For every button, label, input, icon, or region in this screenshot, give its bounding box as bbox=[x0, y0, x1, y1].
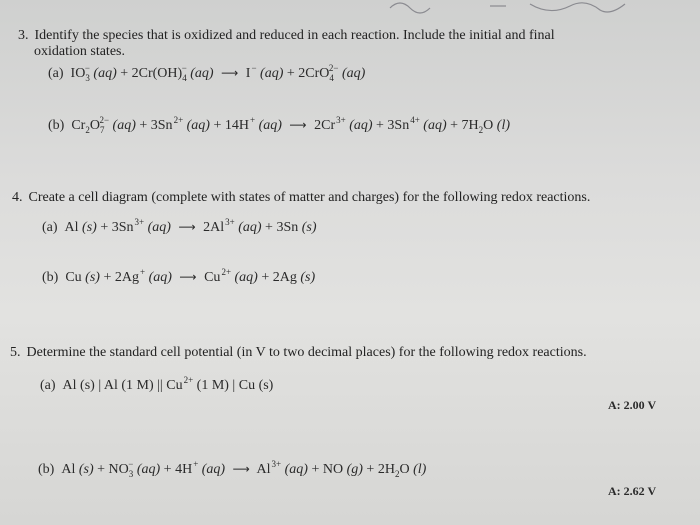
species: 3Sn bbox=[276, 220, 299, 235]
state: (aq) bbox=[258, 118, 282, 133]
charge: 2+ bbox=[183, 375, 194, 385]
charge: 4+ bbox=[410, 115, 420, 125]
state: (s) bbox=[301, 220, 317, 235]
species: I bbox=[245, 66, 251, 81]
state: (s) bbox=[85, 270, 100, 285]
reaction-arrow: ⟶ bbox=[289, 118, 307, 132]
state: (s) bbox=[78, 462, 94, 477]
species: O bbox=[89, 118, 100, 133]
subscript: 3 bbox=[85, 73, 90, 83]
state: (aq) bbox=[201, 462, 226, 477]
subscript: 2 bbox=[394, 469, 400, 479]
charge: 2+ bbox=[173, 115, 184, 125]
question-4-prompt bbox=[12, 190, 590, 206]
species: Cu bbox=[65, 270, 82, 285]
charge: − bbox=[84, 63, 90, 73]
species: 2Ag bbox=[272, 270, 297, 285]
plus-sign: + bbox=[265, 220, 273, 235]
answer-5b: A: 2.62 V bbox=[608, 484, 657, 498]
species: O bbox=[483, 118, 494, 133]
charge: − bbox=[128, 459, 134, 469]
species: Al bbox=[64, 220, 79, 235]
species: Al bbox=[256, 462, 271, 477]
handwriting-scribble bbox=[380, 0, 640, 18]
species: O bbox=[399, 462, 410, 477]
state: (s) bbox=[82, 220, 97, 235]
state: (g) bbox=[346, 462, 363, 477]
state: (l) bbox=[496, 118, 510, 133]
plus-sign: + bbox=[261, 270, 270, 285]
part-label: (b) bbox=[38, 462, 55, 477]
state: (aq) bbox=[349, 118, 373, 133]
species: 3Sn bbox=[387, 118, 410, 133]
state: (aq) bbox=[112, 118, 136, 133]
subscript: 3 bbox=[128, 469, 134, 479]
charge: 3+ bbox=[134, 217, 145, 227]
reaction-4a bbox=[42, 217, 317, 236]
subscript: 4 bbox=[329, 73, 334, 83]
subscript: 2 bbox=[478, 125, 484, 135]
charge: + bbox=[193, 459, 199, 469]
state: (s) bbox=[300, 270, 316, 285]
plus-sign: + bbox=[103, 270, 112, 285]
species: 7H bbox=[461, 118, 479, 133]
species: Cr bbox=[71, 118, 86, 133]
reaction-arrow: ⟶ bbox=[221, 66, 239, 80]
question-text: Create a cell diagram (complete with states of matter and charges) for the following redox reactions. bbox=[28, 190, 591, 205]
species: IO bbox=[70, 66, 86, 81]
subscript: 4 bbox=[182, 73, 187, 83]
plus-sign: + bbox=[139, 118, 148, 133]
charge: 2+ bbox=[221, 267, 232, 277]
plus-sign: + bbox=[163, 462, 172, 477]
species: NO bbox=[322, 462, 344, 477]
charge: − bbox=[181, 63, 187, 73]
question-number: 4. bbox=[12, 190, 23, 205]
charge: + bbox=[250, 115, 256, 125]
part-label: (a) bbox=[40, 378, 56, 393]
reaction-5b bbox=[38, 459, 427, 479]
plus-sign: + bbox=[286, 66, 295, 81]
cell-diagram-5a bbox=[40, 375, 274, 394]
answer-5a: A: 2.00 V bbox=[608, 398, 657, 412]
part-label: (b) bbox=[42, 270, 59, 285]
question-number: 5. bbox=[10, 345, 21, 360]
species: NO bbox=[108, 462, 129, 477]
species: 4H bbox=[175, 462, 193, 477]
state: (l) bbox=[413, 462, 427, 477]
species: 3Sn bbox=[111, 220, 134, 235]
species: 3Sn bbox=[150, 118, 173, 133]
state: (aq) bbox=[260, 66, 284, 81]
part-label: (b) bbox=[48, 118, 65, 133]
plus-sign: + bbox=[97, 462, 106, 477]
species: 2Ag bbox=[114, 270, 139, 285]
reaction-arrow: ⟶ bbox=[178, 220, 196, 234]
question-5-prompt bbox=[10, 345, 587, 361]
plus-sign: + bbox=[450, 118, 459, 133]
charge: 3+ bbox=[336, 115, 346, 125]
reaction-arrow: ⟶ bbox=[179, 270, 197, 284]
plus-sign: + bbox=[311, 462, 320, 477]
species: 2H bbox=[377, 462, 395, 477]
charge: − bbox=[251, 63, 257, 73]
reaction-3b bbox=[48, 115, 510, 135]
part-label: (a) bbox=[48, 66, 64, 81]
state: (aq) bbox=[186, 118, 210, 133]
cell-notation: Al (s) | Al (1 M) || Cu bbox=[62, 378, 183, 393]
part-label: (a) bbox=[42, 220, 58, 235]
plus-sign: + bbox=[120, 66, 129, 81]
state: (aq) bbox=[423, 118, 447, 133]
state: (aq) bbox=[148, 270, 172, 285]
state: (aq) bbox=[341, 66, 366, 81]
state: (aq) bbox=[147, 220, 171, 235]
species: 14H bbox=[224, 118, 249, 133]
subscript: 7 bbox=[99, 125, 105, 135]
reaction-4b bbox=[42, 267, 316, 286]
reaction-3a bbox=[48, 63, 366, 83]
charge: 2− bbox=[99, 115, 110, 125]
question-text: Determine the standard cell potential (in V to two decimal places) for the following redox reactions. bbox=[26, 345, 587, 360]
state: (aq) bbox=[93, 66, 117, 81]
reaction-arrow: ⟶ bbox=[232, 462, 250, 476]
subscript: 2 bbox=[85, 125, 90, 135]
species: 2Cr bbox=[314, 118, 336, 133]
state: (aq) bbox=[234, 270, 258, 285]
state: (aq) bbox=[136, 462, 161, 477]
species: 2Al bbox=[203, 220, 225, 235]
question-text-cont: oxidation states. bbox=[34, 44, 125, 59]
charge: 3+ bbox=[225, 217, 235, 227]
species: 2CrO bbox=[298, 66, 330, 81]
question-3-prompt bbox=[18, 28, 555, 60]
plus-sign: + bbox=[213, 118, 222, 133]
species: Al bbox=[61, 462, 76, 477]
plus-sign: + bbox=[376, 118, 384, 133]
plus-sign: + bbox=[100, 220, 109, 235]
question-text: Identify the species that is oxidized and reduced in each reaction. Include the initial and final bbox=[34, 28, 555, 43]
cell-notation: (1 M) | Cu (s) bbox=[196, 378, 274, 393]
charge: + bbox=[139, 267, 146, 277]
charge: 3+ bbox=[271, 459, 282, 469]
state: (aq) bbox=[238, 220, 262, 235]
state: (aq) bbox=[190, 66, 214, 81]
state: (aq) bbox=[284, 462, 308, 477]
plus-sign: + bbox=[366, 462, 375, 477]
species: 2Cr(OH) bbox=[131, 66, 183, 81]
species: Cu bbox=[204, 270, 221, 285]
charge: 2− bbox=[328, 63, 339, 73]
question-number: 3. bbox=[18, 28, 29, 43]
